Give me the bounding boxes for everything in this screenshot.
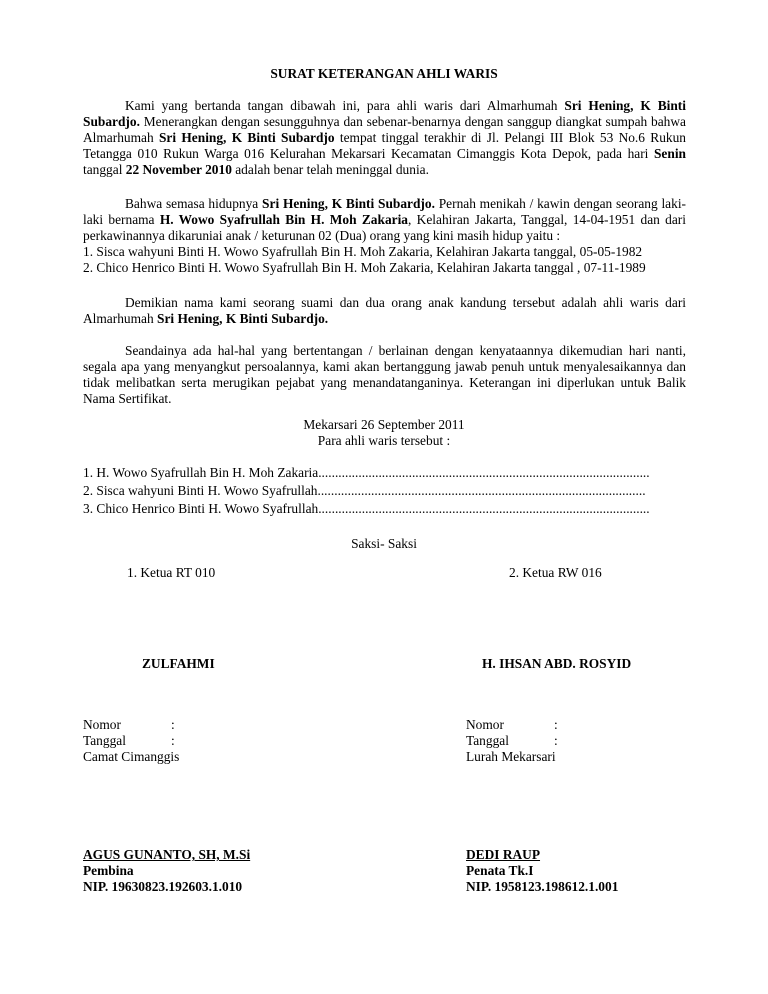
colon: : [171,733,175,748]
tanggal-row [466,733,558,749]
text: tempat tinggal terakhir di Jl. Pelangi III Blok 53 No.6 Rukun Tetangga 010 Rukun Warga 016 Kelurahan Mekarsari Kecamatan Cimanggis Kota Depok, pada hari [83,130,686,161]
office-title: Camat Cimanggis [83,749,180,764]
office-title: Lurah Mekarsari [466,749,556,764]
signatory-name: DEDI RAUP [466,847,541,862]
official-right-block [466,717,558,765]
deceased-name: Sri Hening, K Binti Subardjo [158,130,335,145]
official-left-block [83,717,179,765]
death-day: Senin [653,146,686,161]
text: Pernah menikah / kawin dengan seorang laki-laki bernama [83,196,686,227]
text: Menerangkan dengan sesungguhnya dan sebenar-benarnya dengan sanggup diangkat sumpah bahwa Almarhumah [83,114,686,145]
signatory-left [83,847,250,895]
heir-signature-line: 1. H. Wowo Syafrullah Bin H. Moh Zakaria................................................................................................... [83,465,650,480]
signatory-nip: NIP. 19630823.192603.1.010 [83,879,243,894]
heirs-heading: Para ahli waris tersebut : [317,433,451,448]
tanggal-label: Tanggal [466,733,509,748]
document-title: SURAT KETERANGAN AHLI WARIS [270,66,498,81]
signatory-rank: Penata Tk.I [466,863,534,878]
nomor-label: Nomor [466,717,504,732]
text: Kami yang bertanda tangan dibawah ini, para ahli waris dari Almarhumah [125,98,565,113]
witness-left-role: 1. Ketua RT 010 [127,565,216,580]
tanggal-label: Tanggal [83,733,126,748]
deceased-name: Sri Hening, K Binti Subardjo. [262,196,435,211]
deceased-name: Sri Hening, K Binti Subardjo. [157,311,329,326]
nomor-row [83,717,179,733]
text: Demikian nama kami seorang suami dan dua orang anak kandung tersebut adalah ahli waris dari Almarhumah [83,295,686,326]
paragraph-marriage [83,196,686,276]
heir-signature-line: 2. Sisca wahyuni Binti H. Wowo Syafrullah.................................................................................................. [83,483,646,498]
paragraph-responsibility: Seandainya ada hal-hal yang bertentangan / berlainan dengan kenyataannya dikemudian hari nanti, segala apa yang menyangkut persoalannya, kami akan bertanggung jawab penuh untuk menyalesaikannya dan tidak melibatkan serta merugikan pejabat yang menandatanganinya. Keterangan ini diperlukan untuk Balik Nama Sertifikat. [83,343,686,406]
colon: : [554,733,558,748]
colon: : [171,717,175,732]
child-item: 1. Sisca wahyuni Binti H. Wowo Syafrullah Bin H. Moh Zakaria, Kelahiran Jakarta tanggal, 05-05-1982 [83,244,643,259]
paragraph-heirs-statement [83,295,686,327]
child-item: 2. Chico Henrico Binti H. Wowo Syafrullah Bin H. Moh Zakaria, Kelahiran Jakarta tanggal , 07-11-1989 [83,260,646,275]
witnesses-heading: Saksi- Saksi [351,536,417,551]
heir-signature-line: 3. Chico Henrico Binti H. Wowo Syafrullah................................................................................................... [83,501,650,516]
death-date: 22 November 2010 [125,162,232,177]
nomor-row [466,717,558,733]
deceased-name: Sri Hening, K Binti Subardjo. [83,98,686,129]
place-date: Mekarsari 26 September 2011 [303,417,465,432]
signatory-nip: NIP. 1958123.198612.1.001 [466,879,619,894]
signatory-right [466,847,618,895]
signatory-name: AGUS GUNANTO, SH, M.Si [83,847,251,862]
witness-right-name: H. IHSAN ABD. ROSYID [482,656,632,671]
text: adalah benar telah meninggal dunia. [231,162,429,177]
nomor-label: Nomor [83,717,121,732]
husband-name: H. Wowo Syafrullah Bin H. Moh Zakaria [159,212,408,227]
tanggal-row [83,733,179,749]
paragraph-declaration [83,98,686,178]
colon: : [554,717,558,732]
signatory-rank: Pembina [83,863,134,878]
text: , Kelahiran Jakarta, Tanggal, 14-04-1951 dan dari perkawinannya dikaruniai anak / keturunan 02 (Dua) orang yang kini masih hidup yaitu : [83,212,686,243]
witness-left-name: ZULFAHMI [142,656,215,671]
text: tanggal [83,162,126,177]
text: Bahwa semasa hidupnya [125,196,263,211]
witness-right-role: 2. Ketua RW 016 [509,565,602,580]
